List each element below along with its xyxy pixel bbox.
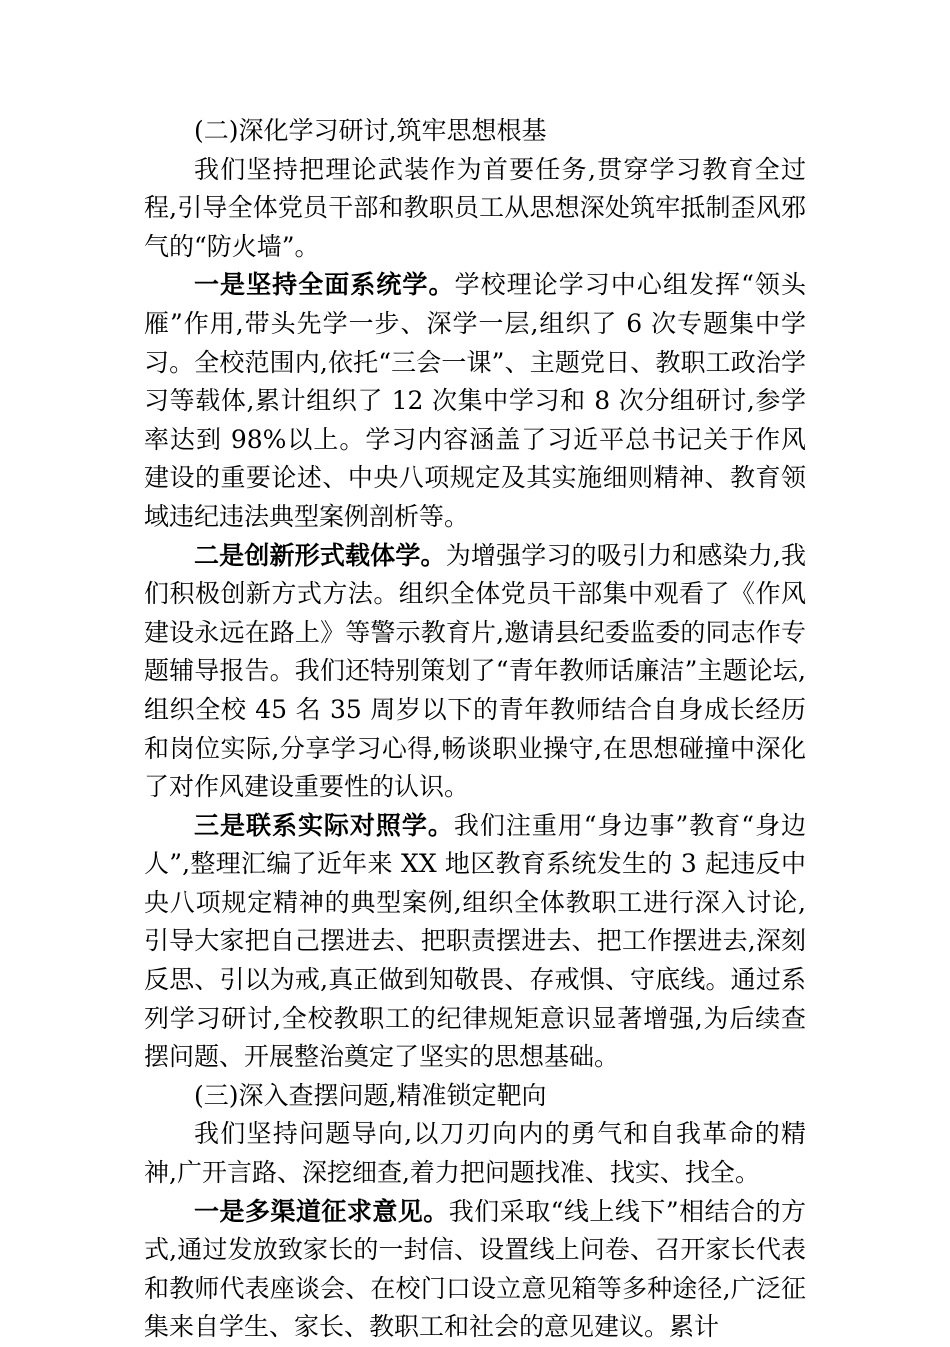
paragraph-innovative-forms: 二是创新形式载体学。为增强学习的吸引力和感染力,我们积极创新方式方法。组织全体党员干部集中观看了《作风建设永远在路上》等警示教育片,邀请县纪委监委的同志作专题辅导报告。我们还特别策划了“青年教师话廉洁”主题论坛,组织全校 45 名 35 周岁以下的青年教师结合自身成长经历和岗位实际,分享学习心得,畅谈职业操守,在思想碰撞中深化了对作风建设重要性的认识。 <box>144 540 806 802</box>
paragraph-comprehensive-study: 一是坚持全面系统学。学校理论学习中心组发挥“领头雁”作用,带头先学一步、深学一层,组织了 6 次专题集中学习。全校范围内,依托“三会一课”、主题党日、教职工政治学习等载体,累计组织了 12 次集中学习和 8 次分组研讨,参学率达到 98%以上。学习内容涵盖了习近平总书记关于作风建设的重要论述、中央八项规定及其实施细则精神、教育领域违纪违法典型案例剖析等。 <box>144 270 806 531</box>
paragraph-study-intro: 我们坚持把理论武装作为首要任务,贯穿学习教育全过程,引导全体党员干部和教职员工从思想深处筑牢抵制歪风邪气的“防火墙”。 <box>144 154 806 261</box>
section-heading-identify-problems: (三)深入查摆问题,精准锁定靶向 <box>194 1080 547 1110</box>
paragraph-lead: 一是多渠道征求意见。 <box>194 1196 449 1226</box>
paragraph-practical-comparison: 三是联系实际对照学。我们注重用“身边事”教育“身边人”,整理汇编了近年来 XX 地区教育系统发生的 3 起违反中央八项规定精神的典型案例,组织全体教职工进行深入讨论,引导大家把自己摆进去、把职责摆进去、把工作摆进去,深刻反思、引以为戒,真正做到知敬畏、存戒惧、守底线。通过系列学习研讨,全校教职工的纪律规矩意识显著增强,为后续查摆问题、开展整治奠定了坚实的思想基础。 <box>144 810 806 1072</box>
section-heading-deepen-study: (二)深化学习研讨,筑牢思想根基 <box>194 116 547 145</box>
paragraph-problems-intro: 我们坚持问题导向,以刀刃向内的勇气和自我革命的精神,广开言路、深挖细查,着力把问题找准、找实、找全。 <box>144 1119 806 1188</box>
paragraph-lead: 三是联系实际对照学。 <box>194 810 454 840</box>
paragraph-solicit-opinions: 一是多渠道征求意见。我们采取“线上线下”相结合的方式,通过发放致家长的一封信、设置线上问卷、召开家长代表和教师代表座谈会、在校门口设立意见箱等多种途径,广泛征集来自学生、家长、教职工和社会的意见建议。累计 <box>144 1196 806 1342</box>
paragraph-lead: 二是创新形式载体学。 <box>194 540 446 570</box>
paragraph-lead: 一是坚持全面系统学。 <box>194 270 455 300</box>
document-body <box>144 112 806 1347</box>
